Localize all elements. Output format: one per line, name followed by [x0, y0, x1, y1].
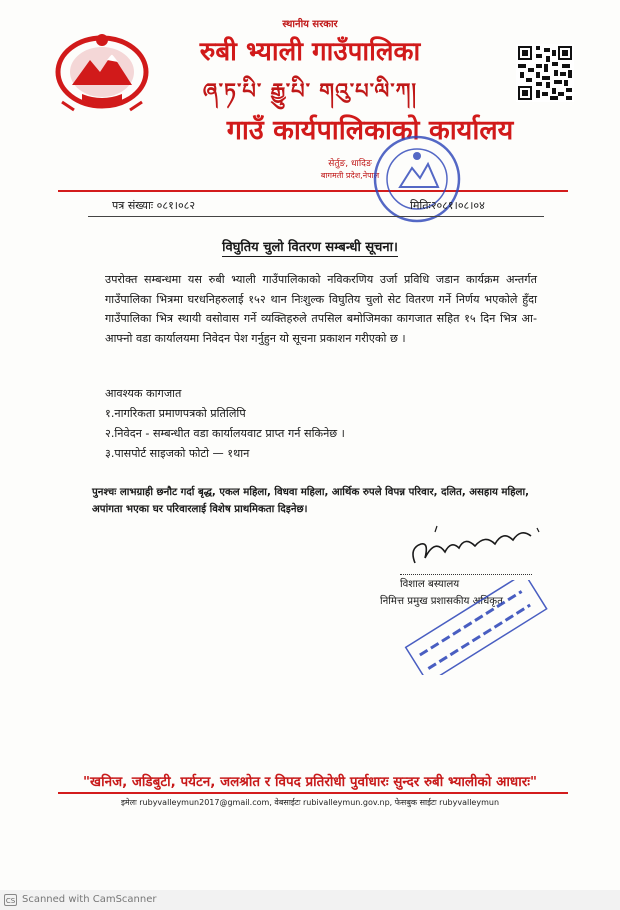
reference-divider [88, 216, 544, 217]
signature-icon [395, 518, 545, 573]
signatory-title: निमित्त प्रमुख प्रशासकीय अधिकृत [380, 596, 503, 607]
signatory-name: विशाल बस्यालय [400, 579, 460, 590]
scanner-watermark: Scanned with CamScanner [22, 894, 157, 905]
scanner-watermark-bar [0, 890, 620, 910]
municipality-name-tibetan: ཞ་ཏ་པི་ རྒྱུ་པི་ གའུ་པ་ལི་ཀ། [202, 79, 418, 103]
municipality-name: रुबी भ्याली गाउँपालिका [199, 37, 421, 67]
signatory-stamp-icon [395, 580, 555, 675]
office-name: गाउँ कार्यपालिकाको कार्यालय [226, 115, 514, 146]
letter-number: पत्र संख्याः ०८१।०८२ [112, 199, 196, 212]
camscanner-icon: CS [4, 894, 17, 906]
notice-subject-text: विघुतिय चुलो वितरण सम्बन्धी सूचना। [222, 240, 398, 255]
footer-contact: इमेलः rubyvalleymun2017@gmail.com, वेबसाईटः rubivalleymun.gov.np, फेसबुक साईटः rubyvalleymun [120, 798, 500, 807]
footer-divider [58, 792, 568, 794]
document-item: १.नागरिकता प्रमाणपत्रको प्रतिलिपि [105, 407, 246, 420]
document-item: २.निवेदन - सम्बन्धीत वडा कार्यालयवाट प्राप्त गर्न सकिनेछ । [105, 427, 345, 440]
notice-subject [0, 237, 620, 255]
documents-list [105, 384, 545, 464]
letter-date: मितिः२०८१।०८।०४ [410, 199, 485, 212]
notice-body: उपरोक्त सम्बन्धमा यस रुबी भ्याली गाउँपालिकाको नविकरणिय उर्जा प्रविधि जडान कार्यक्रम अन्तर्गत गाउँपालिका भित्रमा घरधनिहरुलाई १५२ थान निःशुल्क विघुतिय चुलो सेट वितरण गर्ने निर्णय भएकोले हुँदा गाउँपालिका भित्र स्थायी वसोवास गर्ने व्यक्तिहरुले तपसिल बमोजिमका कागजात सहित १५ दिन भित्र आ- आफ्नो वडा कार्यालयमा निवेदन पेश गर्नुहुन यो सूचना प्रकाशन गरीएको छ । [105, 273, 537, 345]
priority-note: पुनश्चः लाभग्राही छनौट गर्दा बृद्ध, एकल महिला, विधवा महिला, आर्थिक रुपले विपन्न परिवार, दलित, असहाय महिला, अपांगता भएका घर परिवारलाई विशेष प्राथमिकता दिइनेछ। [92, 487, 529, 515]
documents-heading: आवश्यक कागजात [105, 387, 182, 400]
address-line-1: सेर्तुङ, धादिङ [328, 159, 372, 169]
footer-slogan: "खनिज, जडिबुटी, पर्यटन, जलश्रोत र विपद प्रतिरोधी पुर्वाधारः सुन्दर रुबी भ्यालीको आधारः" [83, 774, 537, 790]
document-item: ३.पासपोर्ट साइजको फोटो — १थान [105, 447, 250, 460]
signature-line [400, 574, 532, 575]
header-divider [58, 190, 568, 192]
address-line-2: बागमती प्रदेश,नेपाल [320, 171, 380, 180]
government-label: स्थानीय सरकार [282, 19, 338, 30]
